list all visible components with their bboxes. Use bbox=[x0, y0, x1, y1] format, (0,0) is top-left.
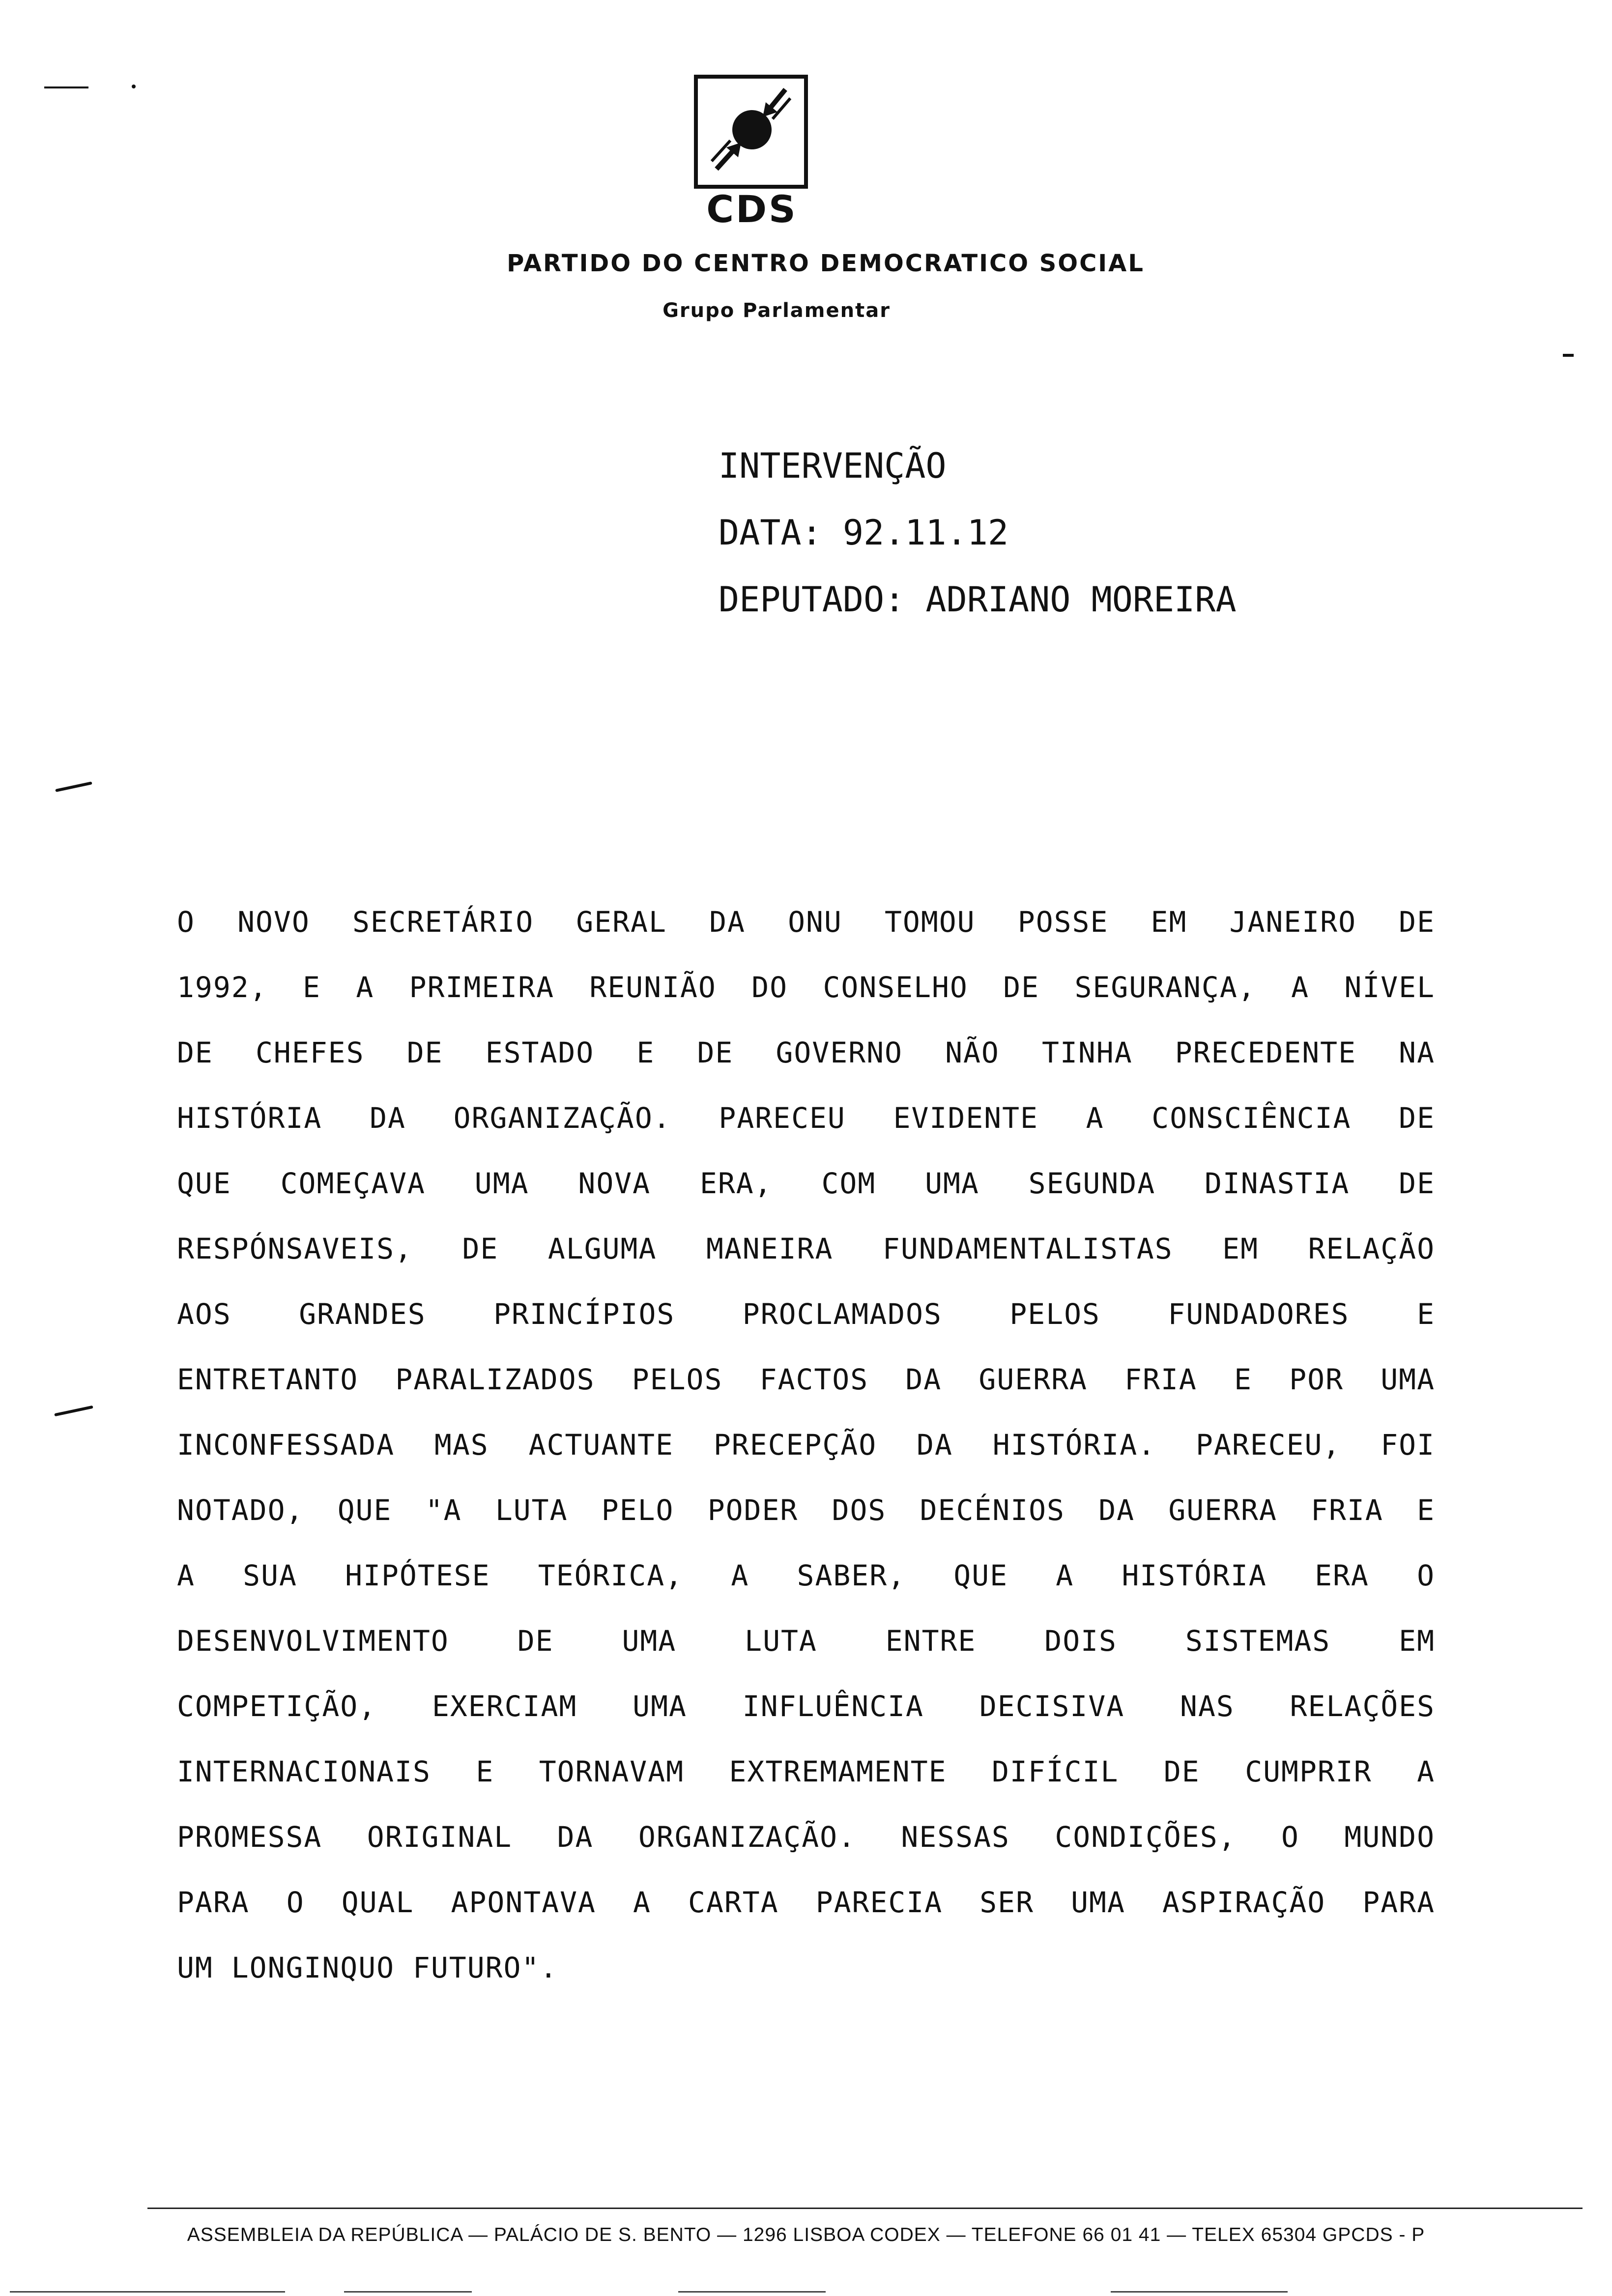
scan-edge bbox=[344, 2291, 472, 2293]
logo-emblem-icon bbox=[694, 75, 808, 189]
body-line: DESENVOLVIMENTO DE UMA LUTA ENTRE DOIS SISTEMAS EM bbox=[177, 1624, 1435, 1658]
scan-mark bbox=[54, 1406, 93, 1417]
body-line: PROMESSA ORIGINAL DA ORGANIZAÇÃO. NESSAS CONDIÇÕES, O MUNDO bbox=[177, 1820, 1435, 1854]
body-line: HISTÓRIA DA ORGANIZAÇÃO. PARECEU EVIDENTE A CONSCIÊNCIA DE bbox=[177, 1101, 1435, 1135]
body-line: ENTRETANTO PARALIZADOS PELOS FACTOS DA GUERRA FRIA E POR UMA bbox=[177, 1363, 1435, 1396]
body-line: DE CHEFES DE ESTADO E DE GOVERNO NÃO TINHA PRECEDENTE NA bbox=[177, 1036, 1435, 1069]
body-line: A SUA HIPÓTESE TEÓRICA, A SABER, QUE A HISTÓRIA ERA O bbox=[177, 1559, 1435, 1592]
body-line: UM LONGINQUO FUTURO". bbox=[177, 1951, 558, 1984]
body-line: COMPETIÇÃO, EXERCIAM UMA INFLUÊNCIA DECISIVA NAS RELAÇÕES bbox=[177, 1690, 1435, 1723]
body-line: INCONFESSADA MAS ACTUANTE PRECEPÇÃO DA HISTÓRIA. PARECEU, FOI bbox=[177, 1428, 1435, 1462]
body-line: INTERNACIONAIS E TORNAVAM EXTREMAMENTE DIFÍCIL DE CUMPRIR A bbox=[177, 1755, 1435, 1788]
scan-mark bbox=[55, 781, 92, 792]
body-line: QUE COMEÇAVA UMA NOVA ERA, COM UMA SEGUNDA DINASTIA DE bbox=[177, 1167, 1435, 1200]
body-line: O NOVO SECRETÁRIO GERAL DA ONU TOMOU POSSE EM JANEIRO DE bbox=[177, 905, 1435, 939]
party-logo bbox=[694, 75, 808, 189]
scan-mark bbox=[132, 85, 136, 88]
scan-edge bbox=[1111, 2291, 1288, 2293]
body-line: RESPÓNSAVEIS, DE ALGUMA MANEIRA FUNDAMENTALISTAS EM RELAÇÃO bbox=[177, 1232, 1435, 1265]
body-line: AOS GRANDES PRINCÍPIOS PROCLAMADOS PELOS FUNDADORES E bbox=[177, 1297, 1435, 1331]
scan-mark bbox=[44, 86, 88, 88]
speech-body bbox=[177, 890, 1435, 2001]
document-date: DATA: 92.11.12 bbox=[719, 513, 1009, 553]
party-name: PARTIDO DO CENTRO DEMOCRATICO SOCIAL bbox=[507, 250, 1145, 277]
scan-edge bbox=[10, 2291, 285, 2293]
scan-mark bbox=[1563, 354, 1574, 357]
scan-edge bbox=[678, 2291, 826, 2293]
body-line: PARA O QUAL APONTAVA A CARTA PARECIA SER UMA ASPIRAÇÃO PARA bbox=[177, 1886, 1435, 1919]
logo-wordmark: CDS bbox=[706, 187, 798, 231]
body-line: 1992, E A PRIMEIRA REUNIÃO DO CONSELHO DE SEGURANÇA, A NÍVEL bbox=[177, 971, 1435, 1004]
document-meta bbox=[719, 432, 1237, 633]
body-line: NOTADO, QUE "A LUTA PELO PODER DOS DECÉNIOS DA GUERRA FRIA E bbox=[177, 1493, 1435, 1527]
group-name: Grupo Parlamentar bbox=[662, 299, 891, 322]
document-type: INTERVENÇÃO bbox=[719, 446, 947, 486]
footer-address: ASSEMBLEIA DA REPÚBLICA — PALÁCIO DE S. BENTO — 1296 LISBOA CODEX — TELEFONE 66 01 41 — TELEX 65304 GPCDS - P bbox=[187, 2224, 1425, 2245]
document-deputy: DEPUTADO: ADRIANO MOREIRA bbox=[719, 579, 1237, 620]
footer-divider bbox=[147, 2208, 1583, 2209]
